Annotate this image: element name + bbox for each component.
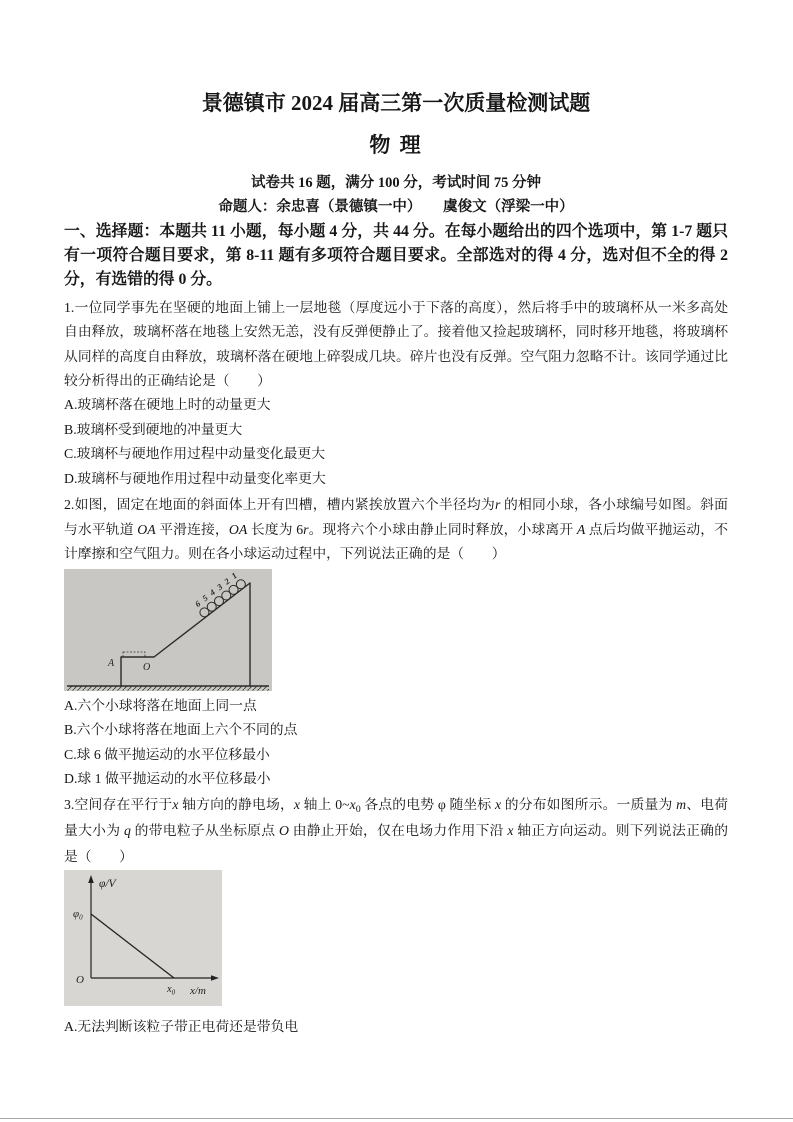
math-variable: r — [494, 497, 501, 513]
stem-text: 长度为 6 — [247, 521, 304, 537]
point-a-label: A — [108, 657, 115, 669]
exam-info: 试卷共 16 题，满分 100 分，考试时间 75 分钟 — [251, 175, 541, 191]
ball-number: 1 — [229, 569, 239, 581]
stem-text: 3.空间存在平行于 — [64, 796, 173, 812]
ball-number: 3 — [214, 581, 225, 592]
stem-text: 的分布如图所示。一质量为 — [501, 796, 677, 812]
phi0-subscript: 0 — [79, 913, 83, 922]
math-variable: x — [172, 796, 179, 812]
math-variable: r — [303, 521, 309, 537]
page-content — [64, 89, 728, 1039]
math-variable: x — [293, 796, 301, 812]
stem-text: 轴方向的静电场， — [178, 796, 294, 812]
option-c: C.球 6 做平抛运动的水平位移最小 — [64, 746, 270, 762]
origin-label: O — [76, 973, 84, 986]
figure-potential-graph — [64, 870, 222, 1006]
math-variable: x — [349, 796, 356, 812]
subscript: 0 — [355, 803, 361, 815]
option-c: C.玻璃杯与硬地作用过程中动量变化最更大 — [64, 446, 325, 462]
stem-text: 的带电粒子从坐标原点 — [130, 822, 280, 838]
math-variable: OA — [228, 521, 248, 537]
figure-incline-balls — [64, 569, 272, 691]
option-d: D.球 1 做平抛运动的水平位移最小 — [64, 771, 271, 787]
stem-text: 。现将六个小球由静止同时释放，小球离开 — [308, 521, 577, 537]
x0-symbol: x — [167, 983, 172, 995]
stem-text: 由静止开始，仅在电场力作用下沿 — [288, 822, 508, 838]
question-stem — [64, 493, 728, 567]
point-o-label: O — [143, 661, 151, 673]
ball-number: 4 — [207, 586, 217, 598]
ball-number: 2 — [222, 575, 232, 587]
math-variable: O — [279, 822, 289, 838]
exam-title: 景德镇市 2024 届高三第一次质量检测试题 — [201, 91, 591, 115]
option-d: D.玻璃杯与硬地作用过程中动量变化率更大 — [64, 470, 326, 486]
stem-text: 的相同小球，各小球编号如图。斜面与水平轨道 — [64, 497, 728, 537]
y-axis-label: φ/V — [99, 877, 116, 890]
stem-text: 轴上 0~ — [300, 796, 350, 812]
question-2 — [64, 493, 728, 792]
stem-text: 1.一位同学事先在坚硬的地面上铺上一层地毯（厚度远小于下落的高度），然后将手中的玻璃杯从一米多高处自由释放，玻璃杯落在地毯上安然无恙，没有反弹便静止了。接着他又捡起玻璃杯，同时移开地毯，将玻璃杯从同样的高度自由释放，玻璃杯落在硬地上碎裂成几块。碎片也没有反弹。空气阻力忽略不计。该同学通过比较分析得出的正确结论是（ ） — [64, 300, 728, 388]
page-bottom-rule — [0, 1118, 793, 1119]
math-variable: m — [676, 796, 687, 812]
stem-text: 各点的电势 φ 随坐标 — [360, 796, 495, 812]
math-variable: x — [507, 822, 514, 838]
math-variable: q — [124, 822, 131, 838]
question-3 — [64, 792, 728, 1039]
exam-authors: 命题人：余忠喜（景德镇一中） 虞俊文（浮梁一中） — [218, 199, 574, 215]
figure-background — [64, 569, 272, 691]
stem-text: 、电荷量大小为 — [64, 796, 728, 838]
option-a: A.六个小球将落在地面上同一点 — [64, 697, 257, 713]
stem-text: 平滑连接， — [155, 521, 229, 537]
question-stem — [64, 792, 728, 870]
math-variable: x — [495, 796, 502, 812]
stem-text: 轴正方向运动。则下列说法正确的是（ ） — [64, 822, 728, 864]
option-b: B.玻璃杯受到硬地的冲量更大 — [64, 421, 243, 437]
option-a: A.玻璃杯落在硬地上时的动量更大 — [64, 397, 271, 413]
question-stem — [64, 296, 728, 393]
stem-text: 2.如图，固定在地面的斜面体上开有凹槽，槽内紧挨放置六个半径均为 — [64, 497, 495, 513]
option-a: A.无法判断该粒子带正电荷还是带负电 — [64, 1018, 299, 1034]
x-axis-label: x/m — [190, 984, 206, 997]
math-variable: OA — [137, 521, 156, 537]
section-heading: 一、选择题：本题共 11 小题，每小题 4 分，共 44 分。在每小题给出的四个选项中，第 1-7 题只有一项符合题目要求，第 8-11 题有多项符合题目要求。全部选对的得 4 分，选对但不全的得 2 分，有选错的得 0 分。 — [64, 223, 728, 288]
stem-text: 点后均做平抛运动，不计摩擦和空气阻力。则在各小球运动过程中，下列说法正确的是（ ） — [64, 521, 729, 562]
x0-subscript: 0 — [171, 988, 176, 997]
ball-number: 6 — [192, 598, 203, 609]
math-variable: A — [576, 521, 586, 537]
question-1 — [64, 296, 728, 491]
subject-title: 物 理 — [369, 133, 423, 157]
phi0-symbol: φ — [73, 907, 80, 920]
ball-number: 5 — [200, 592, 210, 603]
option-b: B.六个小球将落在地面上六个不同的点 — [64, 722, 298, 738]
